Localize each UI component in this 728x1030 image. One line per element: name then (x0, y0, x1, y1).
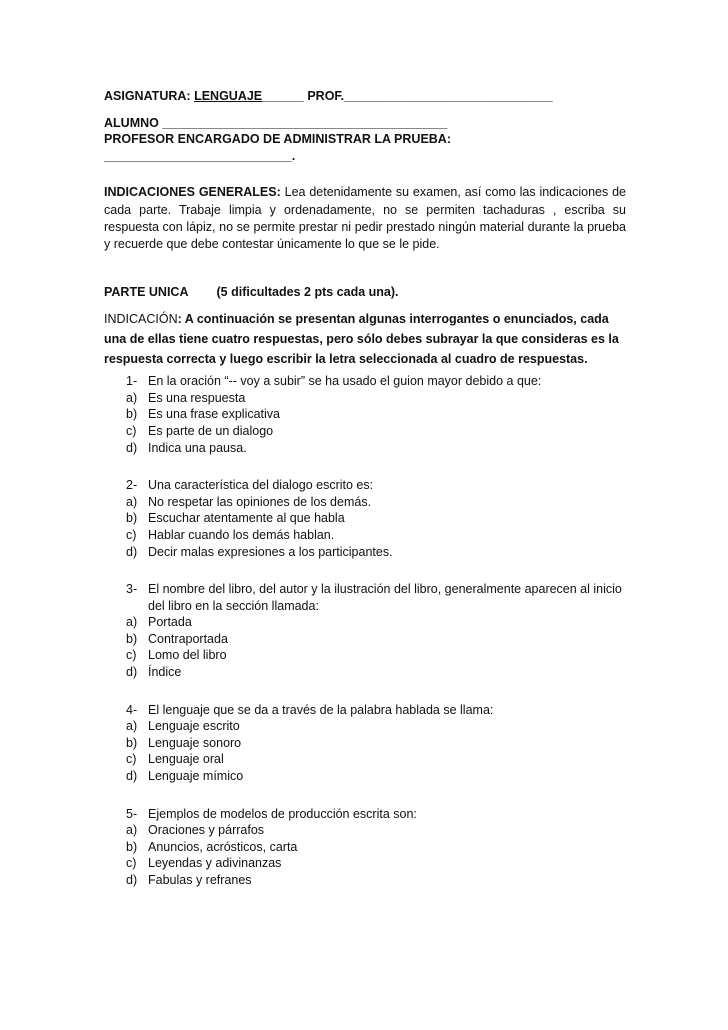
question-2 (126, 477, 626, 560)
option-letter: b) (126, 839, 138, 854)
option-item (126, 494, 626, 511)
option-letter: b) (126, 407, 138, 422)
asignatura-line (104, 88, 626, 105)
option-item (126, 423, 626, 440)
option-letter: d) (126, 873, 138, 887)
option-letter: a) (126, 494, 138, 509)
prof-label: PROF.______________________________ (307, 89, 553, 103)
question-text: El nombre del libro, del autor y la ilustración del libro, generalmente aparecen al inicio del libro en la sección llamada: (148, 582, 622, 613)
option-item (126, 855, 626, 872)
option-text: Contraportada (148, 631, 228, 646)
option-text: Hablar cuando los demás hablan. (148, 527, 335, 542)
option-item (126, 510, 626, 527)
option-text: Lenguaje mímico (148, 769, 244, 784)
indicacion-text: : A continuación se presentan algunas interrogantes o enunciados, cada una de ellas tiene cuatro respuestas, pero sólo debes subrayar la que consideras es la respuesta correcta y luego escribir la letra seleccionada al cuadro de respuestas. (104, 312, 619, 367)
option-text: No respetar las opiniones de los demás. (148, 494, 372, 509)
option-letter: a) (126, 615, 138, 630)
option-item (126, 839, 626, 856)
option-letter: b) (126, 511, 138, 526)
question-text: El lenguaje que se da a través de la palabra hablada se llama: (148, 702, 494, 717)
option-letter: a) (126, 719, 138, 734)
option-item (126, 768, 626, 785)
option-item (126, 664, 626, 681)
option-item (126, 735, 626, 752)
question-3 (126, 581, 626, 681)
option-item (126, 647, 626, 664)
option-letter: d) (126, 544, 138, 559)
option-text: Lenguaje sonoro (148, 735, 242, 750)
parte-heading (104, 284, 626, 301)
option-letter: a) (126, 823, 138, 838)
option-text: Indica una pausa. (148, 440, 247, 455)
option-item (126, 544, 626, 561)
option-item (126, 527, 626, 544)
indicaciones-generales (104, 184, 626, 253)
option-item (126, 614, 626, 631)
option-item (126, 872, 626, 889)
question-4 (126, 702, 626, 785)
option-text: Lomo del libro (148, 648, 227, 663)
question-5 (126, 806, 626, 889)
option-text: Leyendas y adivinanzas (148, 856, 282, 871)
question-1 (126, 373, 626, 456)
option-letter: c) (126, 648, 137, 663)
option-letter: b) (126, 631, 138, 646)
option-letter: d) (126, 665, 138, 680)
indicacion-label: INDICACIÓN (104, 312, 178, 327)
option-text: Es parte de un dialogo (148, 423, 274, 438)
option-text: Portada (148, 615, 192, 630)
asignatura-blank: ______ (262, 89, 304, 103)
asignatura-value: LENGUAJE (194, 89, 263, 103)
indicaciones-generales-text: Lea detenidamente su examen, así como las indicaciones de cada parte. Trabaje limpia y ordenadamente, no se permiten tachaduras , escriba su respuesta con lápiz, no se permite prestar ni pedir prestado ningún material durante la prueba y recuerde que debe contestar únicamente lo que se le pide. (104, 185, 626, 252)
option-text: Fabulas y refranes (148, 873, 252, 887)
option-text: Índice (148, 665, 182, 680)
parte-subtitle: (5 dificultades 2 pts cada una). (216, 284, 399, 299)
option-item (126, 718, 626, 735)
question-number: 4- (126, 702, 138, 717)
option-letter: b) (126, 735, 138, 750)
option-item (126, 390, 626, 407)
option-item (126, 751, 626, 768)
option-item (126, 440, 626, 457)
option-letter: d) (126, 440, 138, 455)
question-number: 2- (126, 478, 138, 493)
asignatura-label: ASIGNATURA: (104, 89, 191, 103)
question-text: Ejemplos de modelos de producción escrita son: (148, 806, 417, 821)
option-text: Escuchar atentamente al que habla (148, 511, 345, 526)
question-number: 1- (126, 374, 138, 389)
option-letter: c) (126, 527, 137, 542)
question-text: En la oración “-- voy a subir” se ha usado el guion mayor debido a que: (148, 374, 542, 389)
option-letter: c) (126, 752, 137, 767)
option-letter: d) (126, 769, 138, 784)
option-item (126, 822, 626, 839)
indicacion-block (104, 309, 626, 369)
option-letter: c) (126, 856, 137, 871)
question-number: 5- (126, 806, 138, 821)
question-number: 3- (126, 582, 138, 597)
indicaciones-generales-label: INDICACIONES GENERALES: (104, 185, 281, 200)
alumno-line: ALUMNO _________________________________________ (104, 115, 448, 130)
option-text: Es una frase explicativa (148, 407, 281, 422)
exam-page (104, 88, 626, 889)
option-text: Decir malas expresiones a los participantes. (148, 544, 393, 559)
option-text: Lenguaje oral (148, 752, 224, 767)
option-text: Lenguaje escrito (148, 719, 240, 734)
option-item (126, 406, 626, 423)
option-letter: c) (126, 423, 137, 438)
questions-list (104, 373, 626, 888)
option-letter: a) (126, 390, 138, 405)
option-text: Es una respuesta (148, 390, 246, 405)
question-text: Una característica del dialogo escrito es: (148, 478, 374, 493)
option-text: Oraciones y párrafos (148, 823, 265, 838)
profesor-encargado-blank: ___________________________. (104, 148, 296, 163)
parte-title: PARTE UNICA (104, 284, 189, 299)
profesor-encargado-line: PROFESOR ENCARGADO DE ADMINISTRAR LA PRUEBA: (104, 132, 451, 147)
option-item (126, 631, 626, 648)
option-text: Anuncios, acrósticos, carta (148, 839, 298, 854)
